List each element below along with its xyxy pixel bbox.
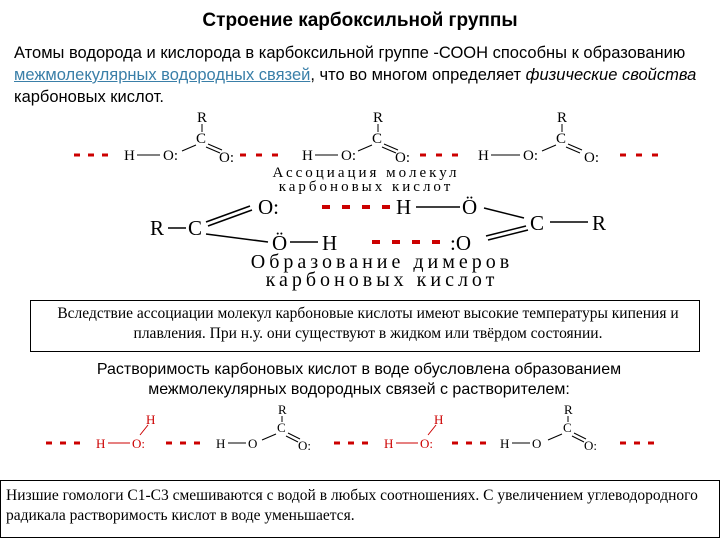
c-atom: C: [563, 420, 572, 435]
water-o-atom: O:: [420, 436, 433, 451]
o-atom: Ö: [462, 195, 478, 219]
c-atom: C: [188, 216, 203, 240]
dimer-caption-2: карбоновых кислот: [265, 269, 499, 291]
hbond-dashes-dimer: [322, 207, 440, 242]
solubility-diagram: [46, 402, 654, 453]
o-atom: O:: [523, 148, 538, 164]
water-h-atom: H: [96, 436, 106, 451]
h-atom: H: [216, 436, 226, 451]
o-atom: O: [248, 436, 258, 451]
o-atom: O:: [584, 150, 599, 166]
solubility-intro-text: Растворимость карбоновых кислот в воде обусловлена образованием межмолекулярных водородных связей с растворителем:: [96, 361, 622, 398]
r-group: R: [592, 211, 607, 235]
intro-text-2: , что во многом определяет: [310, 66, 526, 84]
c-atom: C: [556, 131, 567, 147]
c-atom: C: [277, 420, 286, 435]
water-h-atom: H: [146, 412, 156, 427]
association-caption-2: карбоновых кислот: [278, 179, 454, 195]
r-group: R: [278, 402, 287, 417]
o-atom: O:: [219, 150, 234, 166]
water-h-atom: H: [384, 436, 394, 451]
h-atom: H: [478, 148, 489, 164]
h-atom: H: [396, 195, 412, 219]
o-atom: O:: [584, 438, 597, 453]
o-atom: O:: [395, 150, 410, 166]
o-atom: O:: [163, 148, 178, 164]
h-atom: H: [124, 148, 135, 164]
page-title: Строение карбоксильной группы: [202, 10, 518, 31]
association-diagram: [74, 110, 658, 195]
o-atom: O:: [298, 438, 311, 453]
c-atom: C: [530, 211, 545, 235]
r-group: R: [197, 110, 208, 126]
intro-text-1: Атомы водорода и кислорода в карбоксильной группе -СООН способны к образованию: [14, 44, 686, 62]
water-o-atom: O:: [132, 436, 145, 451]
boiling-point-text: Вследствие ассоциации молекул карбоновые кислоты имеют высокие температуры кипения и плавления. При н.у. они существуют в жидком или твёрдом состоянии.: [57, 305, 679, 342]
hydrogen-bonds-link[interactable]: межмолекулярных водородных связей: [14, 66, 311, 84]
dimer-caption-1: Образование димеров: [250, 251, 514, 273]
r-group: R: [557, 110, 568, 126]
c-atom: C: [372, 131, 383, 147]
o-atom: O:: [258, 195, 279, 219]
o-atom: O:: [341, 148, 356, 164]
h-atom: H: [302, 148, 313, 164]
r-group: R: [150, 216, 165, 240]
c-atom: C: [196, 131, 207, 147]
o-atom: O: [532, 436, 542, 451]
r-group: R: [373, 110, 384, 126]
h-atom: H: [322, 231, 338, 255]
r-group: R: [564, 402, 573, 417]
dimer-diagram: [150, 195, 606, 291]
water-h-atom: H: [434, 412, 444, 427]
o-atom: :O: [450, 231, 471, 255]
homologues-text: Низшие гомологи С1-С3 смешиваются с водой в любых соотношениях. С увеличением углеводородного радикала растворимость кислот в воде уменьшается.: [6, 487, 698, 524]
intro-text-3: карбоновых кислот.: [14, 88, 164, 106]
intro-emphasis: физические свойства: [525, 66, 697, 84]
h-atom: H: [500, 436, 510, 451]
association-caption-1: Ассоциация молекул: [272, 165, 460, 181]
o-atom: Ö: [272, 231, 288, 255]
